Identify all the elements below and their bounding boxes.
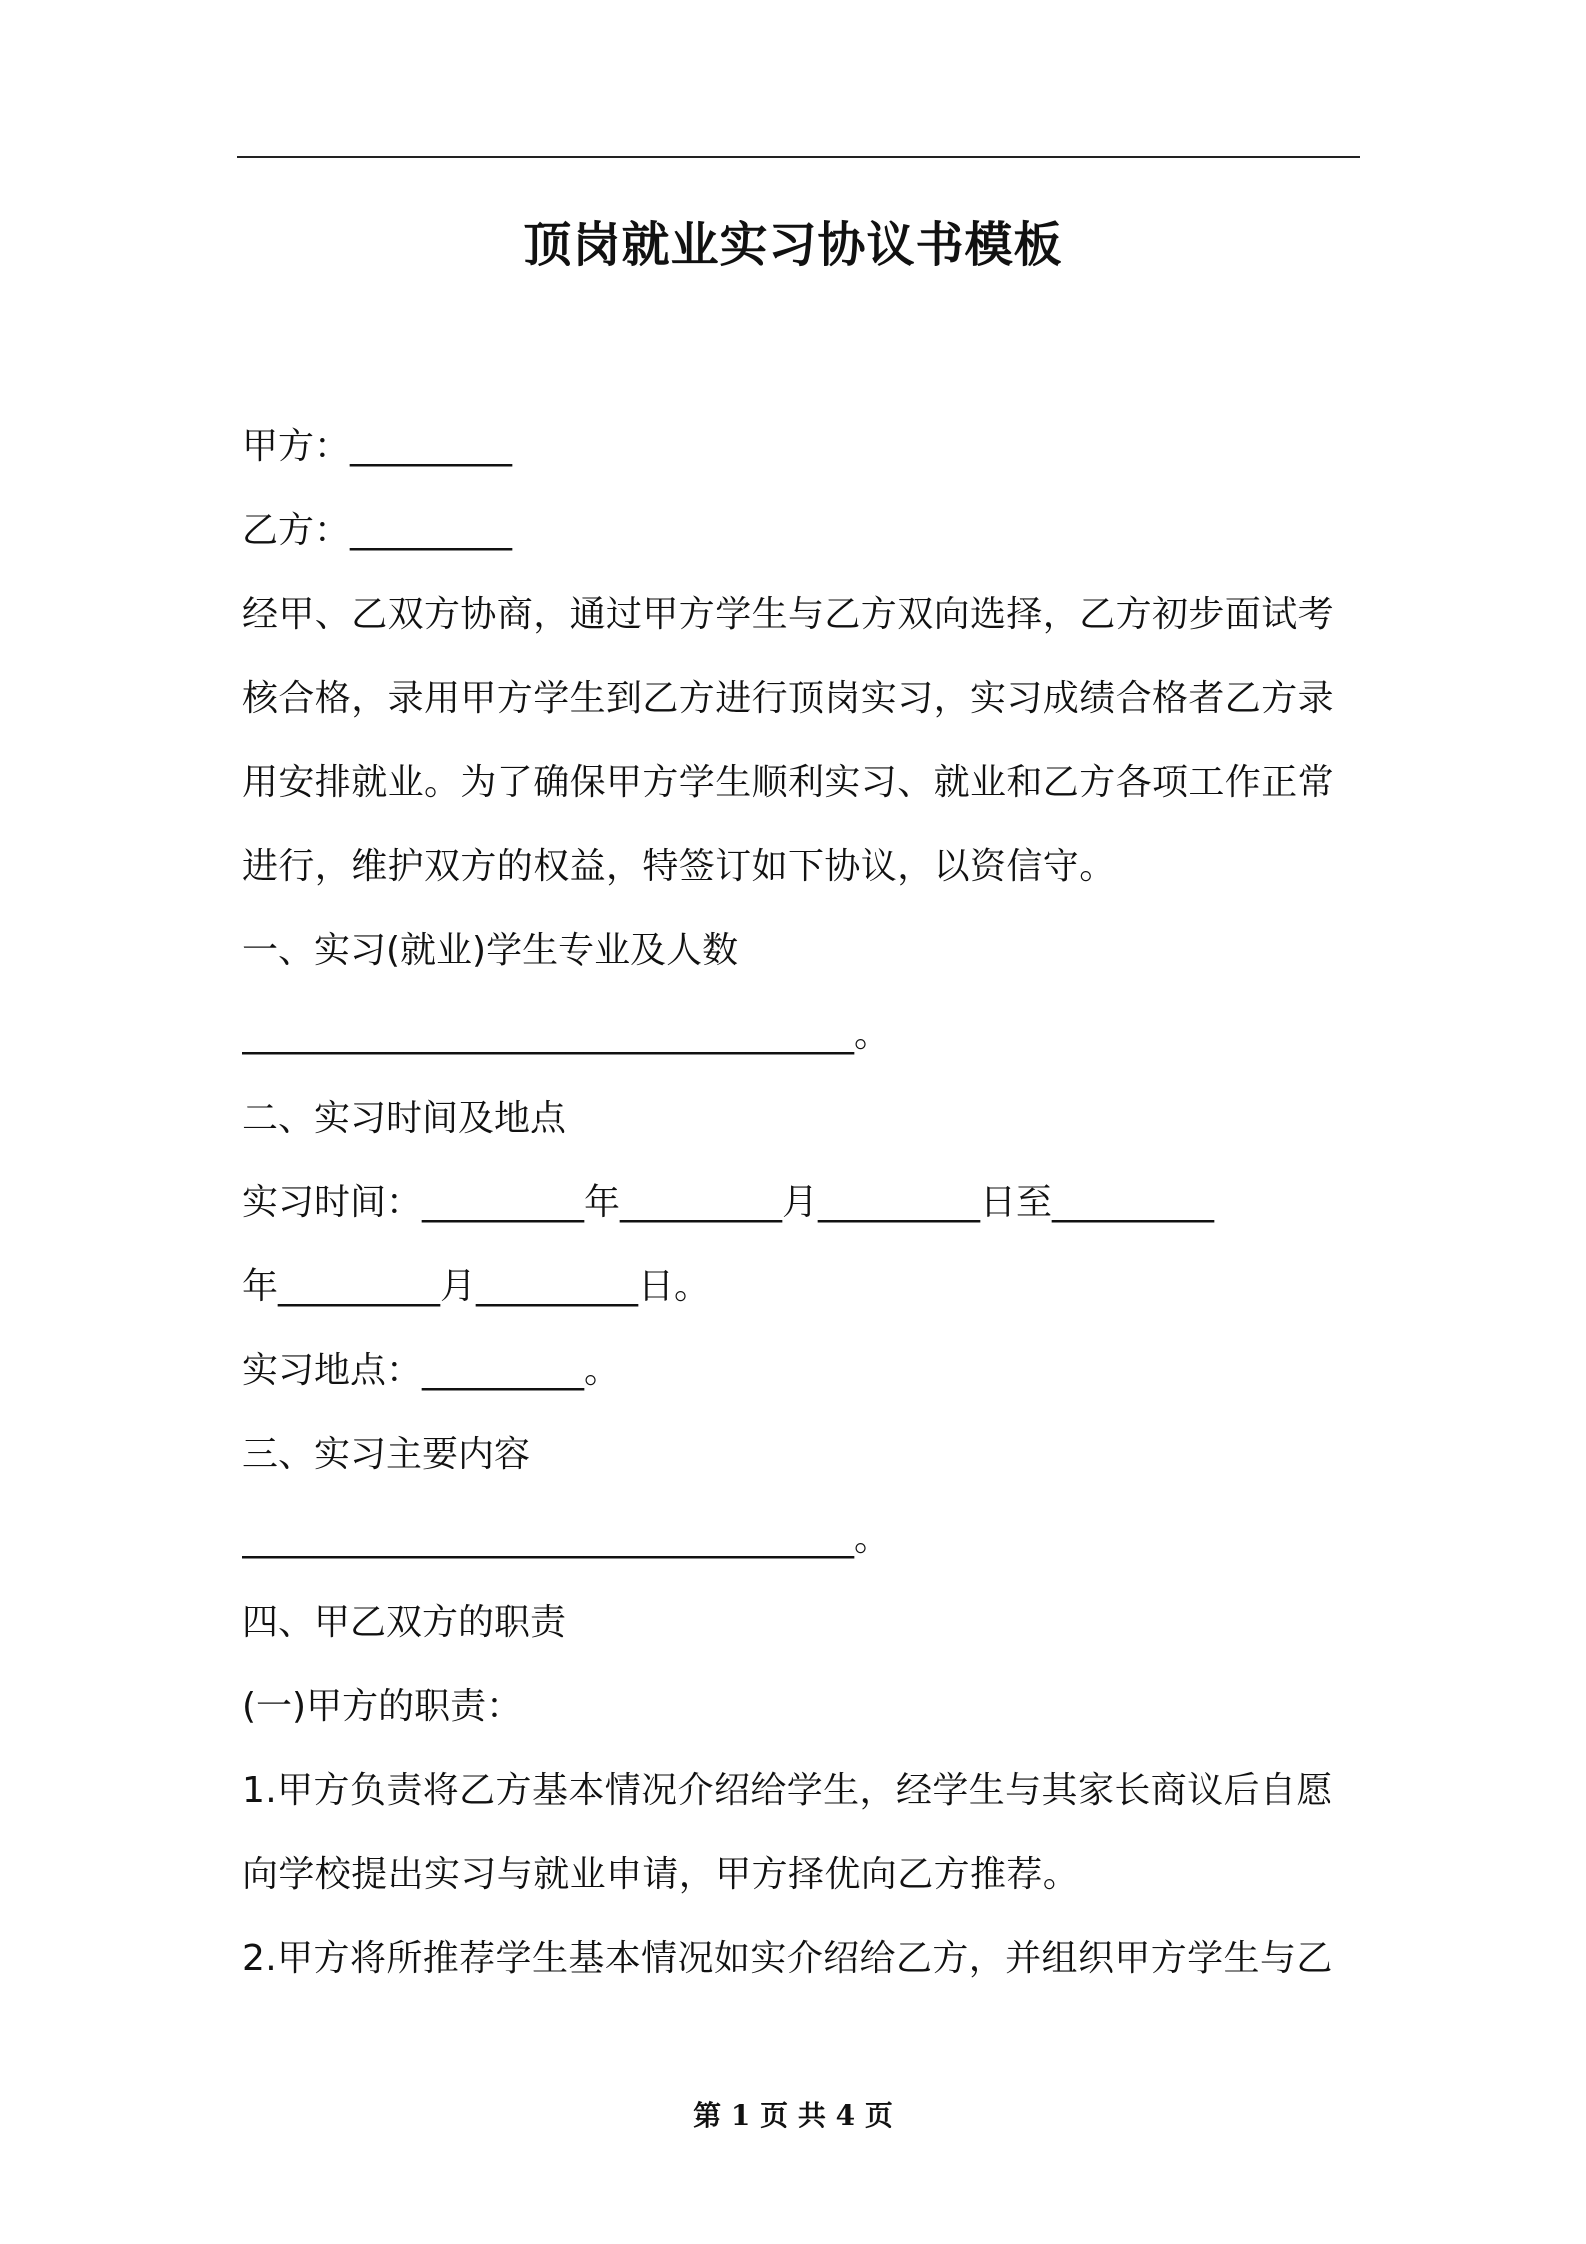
header-rule: [237, 156, 1360, 158]
section-heading-2: 二、实习时间及地点: [242, 1098, 567, 1139]
section-1-blank: __________________________________。: [242, 1014, 890, 1055]
document-body: [242, 405, 1360, 2001]
section-3-blank: __________________________________。: [242, 1518, 890, 1559]
intro-paragraph-line-1: 经甲、乙双方协商，通过甲方学生与乙方双向选择，乙方初步面试考: [242, 594, 1335, 635]
intro-paragraph-line-2: 核合格，录用甲方学生到乙方进行顶岗实习，实习成绩合格者乙方录: [242, 678, 1335, 719]
duty-1-line-2: 向学校提出实习与就业申请，甲方择优向乙方推荐。: [242, 1854, 1080, 1895]
internship-time-line-2: 年_________月_________日。: [242, 1266, 711, 1307]
section-heading-4: 四、甲乙双方的职责: [242, 1602, 567, 1643]
page-number-footer: 第 1 页 共 4 页: [693, 2099, 893, 2132]
party-a-line: 甲方：_________: [242, 426, 513, 467]
document-title: 顶岗就业实习协议书模板: [523, 217, 1063, 273]
section-heading-1: 一、实习(就业)学生专业及人数: [242, 930, 739, 971]
section-heading-3: 三、实习主要内容: [242, 1434, 531, 1475]
party-a-duties-heading: (一)甲方的职责：: [242, 1686, 523, 1727]
duty-2-line-1: 2.甲方将所推荐学生基本情况如实介绍给乙方，并组织甲方学生与乙: [242, 1938, 1333, 1979]
intro-paragraph-line-3: 用安排就业。为了确保甲方学生顺利实习、就业和乙方各项工作正常: [242, 762, 1335, 803]
internship-location-line: 实习地点：_________。: [242, 1350, 621, 1391]
party-b-line: 乙方：_________: [242, 510, 513, 551]
duty-1-line-1: 1.甲方负责将乙方基本情况介绍给学生，经学生与其家长商议后自愿: [242, 1770, 1333, 1811]
intro-paragraph-line-4: 进行，维护双方的权益，特签订如下协议，以资信守。: [242, 846, 1116, 887]
internship-time-line-1: 实习时间：_________年_________月_________日至_________: [242, 1182, 1215, 1223]
